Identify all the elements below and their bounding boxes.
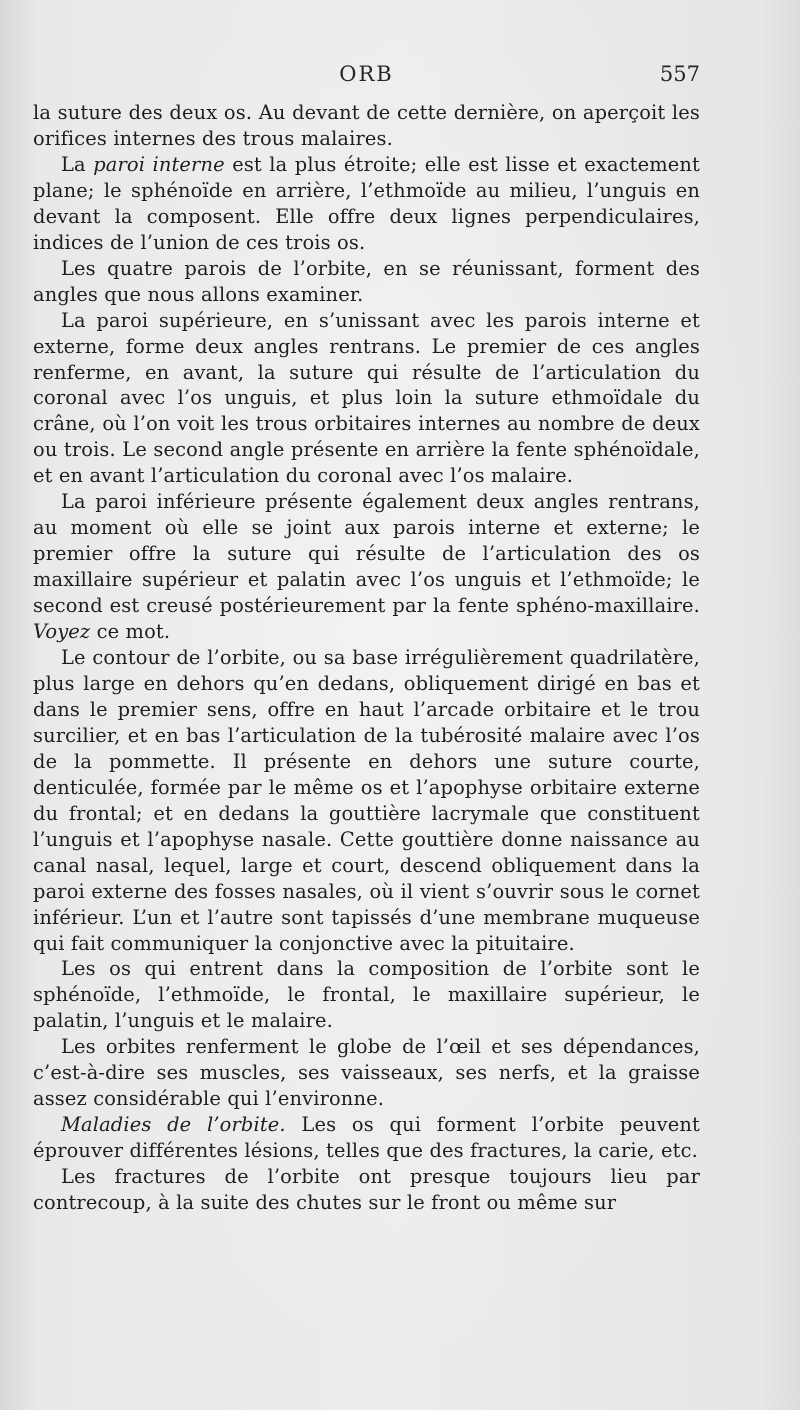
paragraph-paroi-interne — [33, 152, 700, 256]
paragraph-text: La paroi inférieure présente également deux angles rentrans, au moment où elle se joint aux parois interne et externe; le premier offre la suture qui résulte de l’articulation des os maxillaire supérieur et palatin avec l’os unguis et l’ethmoïde; le second est creusé postérieurement par la fente sphéno-maxillaire. — [33, 490, 700, 618]
paragraph-text: la suture des deux os. Au devant de cette dernière, on aperçoit les orifices internes des trous malaires. — [33, 101, 700, 150]
paragraph-text: est la plus étroite; elle est lisse et exactement plane; le sphénoïde en arrière, l’ethmoïde au milieu, l’unguis en devant la composent. Elle offre deux lignes perpendiculaires, indices de l’union de ces trois os. — [33, 152, 700, 254]
paragraph-maladies — [33, 1112, 700, 1164]
body-text — [33, 100, 700, 1216]
paragraph-text: Les quatre parois de l’orbite, en se réunissant, forment des angles que nous allons examiner. — [33, 256, 700, 306]
section-heading-italic: Maladies de l’orbite. — [61, 1113, 286, 1137]
paragraph-text: La paroi supérieure, en s’unissant avec les parois interne et externe, forme deux angles rentrans. Le premier de ces angles renferme, en avant, la suture qui résulte de l’articulation du coronal avec l’os unguis, et plus loin la suture ethmoïdale du crâne, où l’on voit les trous orbitaires internes au nombre de deux ou trois. Le second angle présente en arrière la fente sphénoïdale, et en avant l’articulation du coronal avec l’os malaire. — [33, 308, 700, 488]
paragraph-text: Les os qui entrent dans la composition de l’orbite sont le sphénoïde, l’ethmoïde, le frontal, le maxillaire supérieur, le palatin, l’unguis et le malaire. — [33, 957, 700, 1033]
paragraph-contenu — [33, 1034, 700, 1112]
paragraph-paroi-inferieure — [33, 489, 700, 645]
paragraph-angles — [33, 256, 700, 308]
paragraph-composition — [33, 956, 700, 1034]
paragraph-fractures — [33, 1164, 700, 1216]
paragraph-text: Les os qui forment l’orbite peuvent éprouver différentes lésions, telles que des fractures, la carie, etc. — [33, 1113, 700, 1163]
italic-cross-reference: Voyez — [33, 620, 91, 644]
paragraph-contour — [33, 645, 700, 956]
italic-term: paroi interne — [93, 152, 225, 176]
paragraph-lead: La — [61, 152, 94, 176]
paragraph-continuation — [33, 100, 700, 152]
running-head — [33, 62, 700, 92]
paragraph-text: Le contour de l’orbite, ou sa base irrégulièrement quadrilatère, plus large en dehors qu’en dedans, obliquement dirigé en bas et dans le premier sens, offre en haut l’arcade orbitaire et le trou surcilier, et en bas l’articulation de la tubérosité malaire avec l’os de la pommette. Il présente en dehors une suture courte, denticulée, formée par le même os et l’apophyse orbitaire externe du frontal; et en dedans la gouttière lacrymale que constituent l’unguis et l’apophyse nasale. Cette gouttière donne naissance au canal nasal, lequel, large et court, descend obliquement dans la paroi externe des fosses nasales, où il vient s’ouvrir sous le cornet inférieur. L’un et l’autre sont tapissés d’une membrane muqueuse qui fait communiquer la conjonctive avec la pituitaire. — [33, 646, 700, 955]
paragraph-paroi-superieure — [33, 308, 700, 490]
running-head-title: ORB — [339, 62, 394, 86]
paragraph-text: Les fractures de l’orbite ont presque toujours lieu par contrecoup, à la suite des chutes sur le front ou même sur — [33, 1165, 700, 1215]
paragraph-tail: ce mot. — [90, 620, 171, 644]
paragraph-text: Les orbites renferment le globe de l’œil et ses dépendances, c’est-à-dire ses muscles, ses vaisseaux, ses nerfs, et la graisse assez considérable qui l’environne. — [33, 1035, 700, 1111]
page-number: 557 — [659, 62, 700, 86]
